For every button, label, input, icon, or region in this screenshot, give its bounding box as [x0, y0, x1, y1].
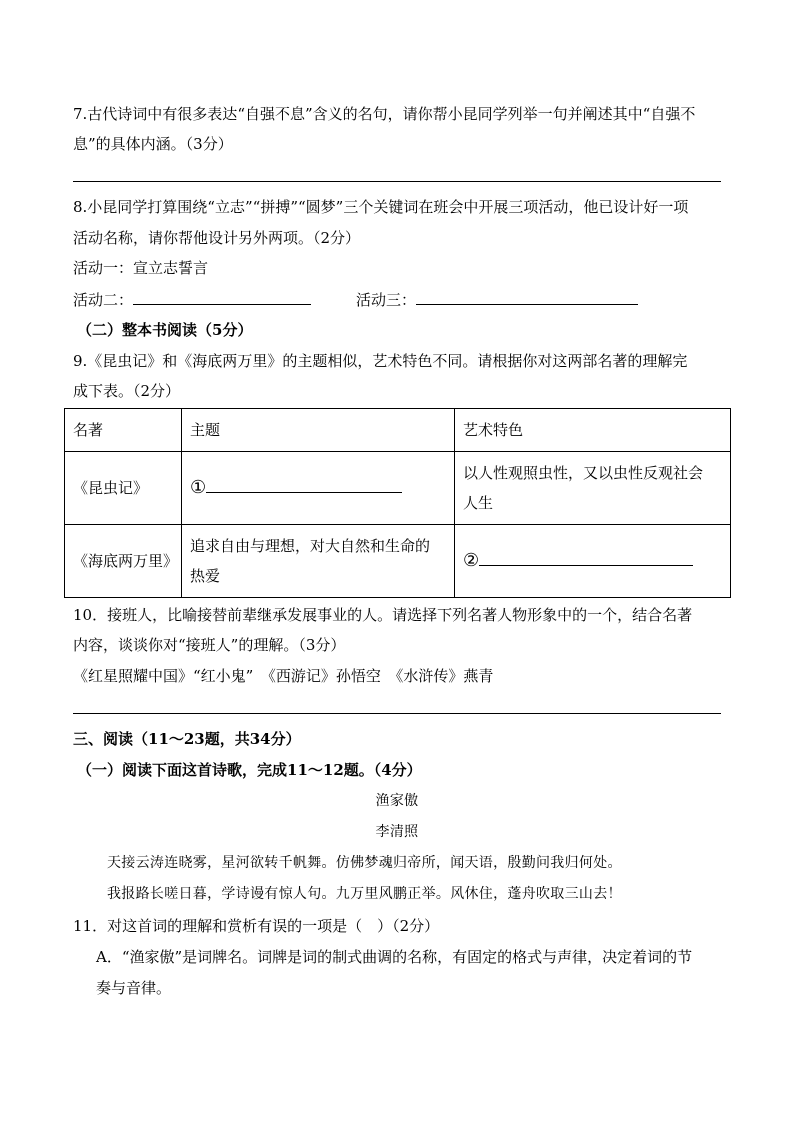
q8-activity3-label: 活动三： — [356, 291, 417, 309]
q7-line1: 7.古代诗词中有很多表达“自强不息”含义的名句，请你帮小昆同学列举一句并阐述其中“自强不 — [73, 105, 696, 123]
header-feature: 艺术特色 — [455, 409, 731, 452]
row2-theme-line2: 热爱 — [190, 567, 221, 585]
row2-theme-line1: 追求自由与理想，对大自然和生命的 — [190, 537, 431, 555]
poem-line2: 我报路长嗟日暮，学诗谩有惊人句。九万里风鹏正举。风休住，蓬舟吹取三山去！ — [107, 886, 622, 902]
table-row — [65, 452, 731, 525]
q9-line1: 9.《昆虫记》和《海底两万里》的主题相似，艺术特色不同。请根据你对这两部名著的理解完 — [73, 352, 688, 370]
row1-feature — [455, 452, 731, 525]
section3-heading: 三、阅读（11～23题，共34分） — [73, 730, 301, 748]
row2-theme — [182, 525, 455, 598]
row2-feature-marker: ② — [463, 550, 480, 571]
q9-line2: 成下表。（2分） — [73, 382, 181, 400]
row2-book: 《海底两万里》 — [65, 525, 182, 598]
q8-activity2-blank[interactable] — [133, 289, 311, 305]
row1-feature-line2: 人生 — [463, 494, 494, 512]
q10-answer-line[interactable] — [73, 713, 721, 714]
row1-theme-cell[interactable] — [182, 452, 455, 525]
q7-line2: 息”的具体内涵。（3分） — [73, 135, 233, 153]
q10-line2: 内容，谈谈你对“接班人”的理解。（3分） — [73, 636, 346, 654]
q8-activity3-blank[interactable] — [416, 289, 638, 305]
q8-activity-blanks — [73, 289, 638, 310]
poem-author: 李清照 — [375, 824, 419, 840]
q11-optionA-line1: A．“渔家傲”是词牌名。词牌是词的制式曲调的名称，有固定的格式与声律，决定着词的节 — [96, 948, 693, 966]
row1-theme-blank[interactable] — [206, 476, 402, 493]
row1-theme-marker: ① — [190, 477, 207, 498]
q8-line2: 活动名称，请你帮他设计另外两项。（2分） — [73, 229, 361, 247]
row1-book: 《昆虫记》 — [65, 452, 182, 525]
q8-activity1: 活动一：宣立志誓言 — [73, 259, 209, 277]
q10-line1: 10．接班人，比喻接替前辈继承发展事业的人。请选择下列名著人物形象中的一个，结合名著 — [73, 606, 693, 624]
poem-title: 渔家傲 — [375, 793, 419, 809]
q8-activity2-label: 活动二： — [73, 291, 134, 309]
table-row — [65, 525, 731, 598]
header-book: 名著 — [65, 409, 182, 452]
q11-optionA-line2: 奏与音律。 — [96, 979, 172, 997]
q9-table — [64, 408, 731, 598]
header-theme: 主题 — [182, 409, 455, 452]
poem-line1: 天接云涛连晓雾，星河欲转千帆舞。仿佛梦魂归帝所，闻天语，殷勤问我归何处。 — [107, 855, 622, 871]
section2-heading: （二）整本书阅读（5分） — [77, 321, 253, 339]
section3-subheading: （一）阅读下面这首诗歌，完成11～12题。（4分） — [77, 761, 422, 779]
q8-line1: 8.小昆同学打算围绕“立志”“拼搏”“圆梦”三个关键词在班会中开展三项活动，他已设计好一项 — [73, 198, 689, 216]
q11-stem: 11．对这首词的理解和赏析有误的一项是（ ）（2分） — [73, 917, 440, 935]
row2-feature-blank[interactable] — [479, 549, 693, 566]
row1-feature-line1: 以人性观照虫性，又以虫性反观社会 — [463, 464, 704, 482]
q10-options: 《红星照耀中国》“红小鬼” 《西游记》孙悟空 《水浒传》燕青 — [73, 667, 494, 685]
table-header-row — [65, 409, 731, 452]
q7-answer-line[interactable] — [73, 181, 721, 182]
row2-feature-cell[interactable] — [455, 525, 731, 598]
